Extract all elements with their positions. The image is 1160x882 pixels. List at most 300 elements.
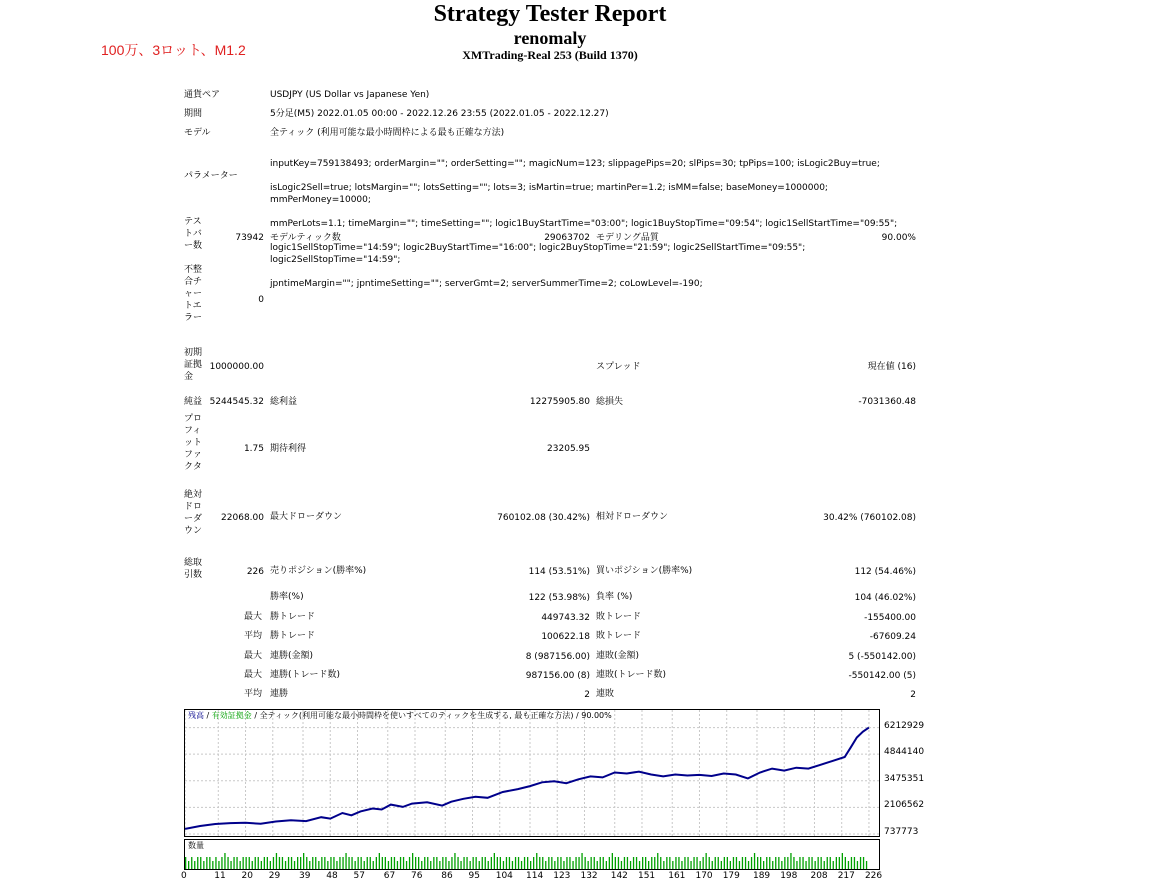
- x-tick-label: 132: [580, 871, 598, 881]
- server-info: XMTrading-Real 253 (Build 1370): [462, 48, 638, 62]
- volume-bar: [818, 857, 819, 869]
- volume-bar: [243, 857, 244, 869]
- model-value: 全ティック (利用可能な最小時間枠による最も正確な方法): [270, 128, 505, 138]
- volume-bar: [827, 857, 828, 869]
- volume-bar: [866, 861, 867, 869]
- volume-bar: [766, 857, 767, 869]
- params-label: パラメーター: [184, 171, 238, 181]
- deposit-value: 1000000.00: [209, 362, 264, 372]
- volume-bar: [754, 853, 755, 869]
- volume-bar: [639, 861, 640, 869]
- volume-bar: [333, 857, 334, 869]
- volume-bar: [454, 853, 455, 869]
- balance-chart-svg: [185, 710, 879, 836]
- volume-bar: [521, 861, 522, 869]
- params-line: logic1SellStopTime="14:59"; logic2BuyStartTime="16:00"; logic2BuyStopTime="21:59"; logic2SellStartTime="09:55"; logic2SellStopTime="14:59";: [270, 243, 806, 265]
- params-text: [270, 146, 910, 302]
- volume-bar: [775, 857, 776, 869]
- volume-bar: [236, 857, 237, 869]
- volume-bar: [594, 857, 595, 869]
- x-tick-label: 104: [495, 871, 513, 881]
- volume-bar: [606, 861, 607, 869]
- volume-bar: [672, 861, 673, 869]
- volume-bar: [721, 861, 722, 869]
- volume-bar: [424, 857, 425, 869]
- volume-bar: [246, 857, 247, 869]
- volume-bar: [693, 857, 694, 869]
- volume-bar: [288, 857, 289, 869]
- volume-bar: [406, 861, 407, 869]
- volume-bar: [539, 857, 540, 869]
- volume-bar: [851, 857, 852, 869]
- volume-bar: [624, 857, 625, 869]
- params-line: isLogic2Sell=true; lotsMargin=""; lotsSetting=""; lots=3; isMartin=true; martinPer=1.2; isMM=false; baseMoney=1000000; mmPerMoney=10000;: [270, 183, 828, 205]
- volume-bar: [224, 853, 225, 869]
- volume-bar: [448, 861, 449, 869]
- volume-bar: [715, 857, 716, 869]
- volume-bar: [836, 857, 837, 869]
- volume-bar: [569, 857, 570, 869]
- volume-bar: [470, 861, 471, 869]
- x-tick-label: 170: [695, 871, 713, 881]
- pf-value: 1.75: [243, 444, 264, 454]
- volume-bar: [597, 861, 598, 869]
- avg-consec-loss-value: 2: [910, 690, 916, 700]
- volume-bar: [188, 861, 189, 869]
- volume-bar: [351, 857, 352, 869]
- volume-bar: [790, 853, 791, 869]
- volume-bar: [215, 857, 216, 869]
- legend-separator: /: [251, 711, 260, 720]
- volume-bar: [230, 861, 231, 869]
- win-label: 勝率(%): [270, 592, 304, 602]
- y-tick-label: 4844140: [884, 747, 925, 758]
- volume-bar: [545, 861, 546, 869]
- volume-bar: [370, 857, 371, 869]
- volume-bar: [769, 857, 770, 869]
- avg-loss-value: -67609.24: [869, 632, 916, 642]
- avg-word: 平均: [244, 631, 263, 641]
- volume-bar: [500, 857, 501, 869]
- volume-bar: [445, 857, 446, 869]
- win-value: 122 (53.98%): [528, 593, 590, 603]
- avg-consec-wins-label: 連勝: [270, 689, 289, 699]
- volume-bar: [433, 857, 434, 869]
- volume-bar: [497, 857, 498, 869]
- volume-bar: [727, 857, 728, 869]
- volume-bar: [191, 857, 192, 869]
- volume-bar: [566, 857, 567, 869]
- volume-bar: [724, 857, 725, 869]
- volume-bar: [530, 861, 531, 869]
- volume-bar: [578, 857, 579, 869]
- volume-bar: [575, 857, 576, 869]
- volume-bar: [648, 861, 649, 869]
- volume-bar: [733, 857, 734, 869]
- largest-win-label: 勝トレード: [270, 612, 316, 622]
- x-tick-label: 11: [214, 871, 226, 881]
- volume-bar: [509, 857, 510, 869]
- volume-bar: [802, 857, 803, 869]
- volume-bar: [279, 857, 280, 869]
- volume-bar: [675, 857, 676, 869]
- expected-label: 期待利得: [270, 444, 307, 454]
- volume-bar: [491, 857, 492, 869]
- gross-profit-value: 12275905.80: [529, 397, 590, 407]
- largest-loss-value: -155400.00: [864, 613, 916, 623]
- volume-bar: [830, 857, 831, 869]
- volume-bar: [415, 857, 416, 869]
- volume-bar: [197, 857, 198, 869]
- volume-bar: [309, 861, 310, 869]
- volume-bar: [348, 857, 349, 869]
- account-name: renomaly: [513, 28, 587, 48]
- volume-bar: [854, 857, 855, 869]
- volume-bar: [554, 861, 555, 869]
- volume-bar: [751, 857, 752, 869]
- volume-bar: [361, 857, 362, 869]
- volume-bar: [560, 857, 561, 869]
- volume-bar: [621, 861, 622, 869]
- volume-bar: [264, 857, 265, 869]
- volume-bar: [745, 857, 746, 869]
- x-tick-label: 123: [553, 871, 571, 881]
- volume-bar: [273, 857, 274, 869]
- params-line: mmPerLots=1.1; timeMargin=""; timeSetting=""; logic1BuyStartTime="03:00"; logic1BuyStopTime="09:54"; logic1SellStartTime="09:55";: [270, 219, 898, 229]
- x-tick-label: 217: [837, 871, 855, 881]
- loss-value: 104 (46.02%): [854, 593, 916, 603]
- volume-bar: [267, 857, 268, 869]
- volume-bar: [373, 861, 374, 869]
- volume-bar: [194, 861, 195, 869]
- volume-bar: [342, 857, 343, 869]
- volume-bar: [669, 857, 670, 869]
- volume-bar: [506, 857, 507, 869]
- x-tick-label: 67: [383, 871, 396, 881]
- max-word: 最大: [244, 612, 263, 622]
- volume-chart: [184, 839, 880, 870]
- volume-bar: [394, 857, 395, 869]
- volume-bar: [327, 861, 328, 869]
- volume-bar: [388, 861, 389, 869]
- volume-bar: [630, 861, 631, 869]
- largest-loss-label: 敗トレード: [596, 612, 642, 622]
- volume-bar: [703, 857, 704, 869]
- volume-bar: [518, 857, 519, 869]
- volume-bar: [367, 857, 368, 869]
- volume-bar: [306, 857, 307, 869]
- volume-bar: [473, 857, 474, 869]
- volume-bar: [796, 861, 797, 869]
- volume-bar: [227, 857, 228, 869]
- x-tick-label: 161: [668, 871, 686, 881]
- volume-bar: [261, 861, 262, 869]
- x-tick-label: 39: [299, 871, 311, 881]
- avg-consec-loss-label: 連敗: [596, 689, 615, 699]
- volume-bar: [457, 857, 458, 869]
- volume-bar: [221, 857, 222, 869]
- volume-bar: [451, 857, 452, 869]
- short-value: 114 (53.51%): [528, 567, 590, 577]
- max-consec-loss-count-value: -550142.00 (5): [848, 671, 916, 681]
- volume-bar: [482, 857, 483, 869]
- volume-bar: [503, 861, 504, 869]
- volume-bar: [799, 857, 800, 869]
- abs-dd-label: 絶対ドローダウン: [184, 490, 203, 536]
- volume-bar: [209, 857, 210, 869]
- x-tick-label: 48: [326, 871, 338, 881]
- volume-bar: [463, 857, 464, 869]
- volume-bar: [270, 861, 271, 869]
- volume-bar: [379, 853, 380, 869]
- volume-bar: [730, 861, 731, 869]
- long-value: 112 (54.46%): [854, 567, 916, 577]
- volume-bar: [536, 853, 537, 869]
- volume-bar: [512, 861, 513, 869]
- volume-bar: [533, 857, 534, 869]
- volume-bar: [418, 857, 419, 869]
- volume-bar: [527, 857, 528, 869]
- y-tick-label: 2106562: [884, 800, 925, 811]
- volume-bar: [781, 861, 782, 869]
- volume-bar: [763, 861, 764, 869]
- volume-bar: [696, 857, 697, 869]
- gross-profit-label: 総利益: [270, 397, 298, 407]
- max-consec-loss-money-label: 連敗(金額): [596, 651, 640, 661]
- volume-bar: [709, 857, 710, 869]
- avg-win-value: 100622.18: [541, 632, 590, 642]
- volume-bar: [627, 857, 628, 869]
- params-line: inputKey=759138493; orderMargin=""; orderSetting=""; magicNum=123; slippagePips=20; slPips=30; tpPips=100; isLogic2Buy=true;: [270, 159, 880, 169]
- volume-bar: [206, 857, 207, 869]
- max-consec-wins-count-label: 連勝(トレード数): [270, 670, 341, 680]
- pf-label: プロフィットファクタ: [184, 414, 203, 472]
- volume-bar: [663, 861, 664, 869]
- quality-value: 90.00%: [881, 233, 916, 243]
- gross-loss-label: 総損失: [596, 397, 624, 407]
- volume-bar: [857, 861, 858, 869]
- max-consec-wins-money-value: 8 (987156.00): [525, 652, 590, 662]
- volume-bar: [391, 857, 392, 869]
- expected-value: 23205.95: [547, 444, 590, 454]
- volume-bar: [524, 857, 525, 869]
- volume-bar: [588, 861, 589, 869]
- volume-bar: [615, 857, 616, 869]
- avg-consec-wins-value: 2: [584, 690, 590, 700]
- volume-bar: [485, 857, 486, 869]
- volume-bar: [339, 857, 340, 869]
- volume-bar: [645, 857, 646, 869]
- volume-bar: [585, 857, 586, 869]
- volume-bar: [808, 857, 809, 869]
- volume-bar: [557, 857, 558, 869]
- volume-bar: [600, 857, 601, 869]
- net-value: 5244545.32: [209, 397, 264, 407]
- volume-bar: [303, 853, 304, 869]
- volume-bar: [466, 857, 467, 869]
- volume-bar: [793, 857, 794, 869]
- volume-bar: [364, 861, 365, 869]
- volume-chart-svg: [185, 840, 879, 869]
- volume-bar: [315, 857, 316, 869]
- volume-bar: [642, 857, 643, 869]
- volume-bar: [460, 861, 461, 869]
- legend-equity: 有効証拠金: [211, 711, 252, 720]
- volume-bar: [863, 857, 864, 869]
- volume-bar: [479, 861, 480, 869]
- volume-bar: [258, 857, 259, 869]
- volume-bar: [821, 857, 822, 869]
- long-label: 買いポジション(勝率%): [596, 566, 693, 576]
- legend-quality: / 90.00%: [573, 711, 612, 720]
- volume-bar: [581, 853, 582, 869]
- legend-balance: 残高: [188, 711, 204, 720]
- volume-bar: [760, 857, 761, 869]
- period-label: 期間: [184, 109, 203, 119]
- quality-label: モデリング品質: [596, 233, 659, 243]
- volume-bar: [805, 861, 806, 869]
- volume-bar: [654, 857, 655, 869]
- volume-bar: [203, 861, 204, 869]
- mismatch-label: 不整合チャートエラー: [184, 265, 203, 323]
- volume-bar: [376, 857, 377, 869]
- x-tick-label: 57: [353, 871, 365, 881]
- max-consec-wins-count-value: 987156.00 (8): [525, 671, 590, 681]
- bars-value: 73942: [235, 233, 264, 243]
- volume-bar: [848, 861, 849, 869]
- params-line: jpntimeMargin=""; jpntimeSetting=""; serverGmt=2; serverSummerTime=2; coLowLevel=-190;: [270, 279, 703, 289]
- volume-bar: [185, 857, 186, 869]
- volume-bar: [488, 861, 489, 869]
- volume-bar: [591, 857, 592, 869]
- volume-bar: [839, 857, 840, 869]
- net-label: 純益: [184, 397, 203, 407]
- volume-bar: [633, 857, 634, 869]
- volume-bar: [636, 857, 637, 869]
- volume-bar: [748, 861, 749, 869]
- y-tick-label: 3475351: [884, 773, 925, 784]
- x-tick-label: 114: [526, 871, 544, 881]
- volume-bar: [249, 857, 250, 869]
- x-tick-label: 208: [810, 871, 828, 881]
- x-tick-label: 179: [722, 871, 740, 881]
- volume-bar: [233, 857, 234, 869]
- volume-bar: [300, 857, 301, 869]
- x-tick-label: 226: [864, 871, 883, 881]
- volume-bar: [336, 861, 337, 869]
- volume-bar: [718, 857, 719, 869]
- pair-label: 通貨ペア: [184, 90, 221, 100]
- volume-bar: [282, 857, 283, 869]
- volume-bar: [706, 853, 707, 869]
- x-tick-label: 151: [637, 871, 656, 881]
- volume-bar: [321, 857, 322, 869]
- volume-bar: [787, 857, 788, 869]
- volume-bar: [421, 861, 422, 869]
- x-tick-label: 86: [441, 871, 453, 881]
- volume-label: 数量: [188, 841, 204, 850]
- volume-bar: [618, 857, 619, 869]
- volume-bar: [218, 861, 219, 869]
- volume-bar: [240, 861, 241, 869]
- volume-bar: [660, 857, 661, 869]
- volume-bar: [312, 857, 313, 869]
- rel-dd-value: 30.42% (760102.08): [823, 513, 916, 523]
- x-tick-label: 29: [268, 871, 281, 881]
- volume-bar: [439, 861, 440, 869]
- volume-bar: [572, 861, 573, 869]
- x-tick-label: 142: [610, 871, 628, 881]
- volume-bar: [427, 857, 428, 869]
- volume-bar: [409, 857, 410, 869]
- volume-bar: [684, 857, 685, 869]
- model-label: モデル: [184, 128, 211, 138]
- max-consec-wins-money-label: 連勝(金額): [270, 651, 314, 661]
- bars-label: テストバー数: [184, 217, 203, 251]
- volume-bar: [542, 857, 543, 869]
- volume-bar: [355, 861, 356, 869]
- volume-bar: [657, 853, 658, 869]
- volume-bar: [772, 861, 773, 869]
- volume-bar: [294, 861, 295, 869]
- volume-bar: [778, 857, 779, 869]
- x-tick-label: 95: [468, 871, 480, 881]
- volume-bar: [681, 861, 682, 869]
- volume-bar: [833, 861, 834, 869]
- volume-bar: [712, 861, 713, 869]
- max-word: 最大: [244, 651, 263, 661]
- volume-bar: [476, 857, 477, 869]
- avg-win-label: 勝トレード: [270, 631, 316, 641]
- max-consec-loss-money-value: 5 (-550142.00): [848, 652, 916, 662]
- total-label: 総取引数: [184, 558, 203, 580]
- y-tick-label: 6212929: [884, 720, 925, 731]
- total-value: 226: [246, 567, 264, 577]
- volume-bar: [551, 857, 552, 869]
- max-dd-label: 最大ドローダウン: [270, 512, 343, 522]
- report-title: Strategy Tester Report: [433, 1, 667, 27]
- volume-bar: [690, 861, 691, 869]
- short-label: 売りポジション(勝率%): [270, 566, 367, 576]
- max-word: 最大: [244, 670, 263, 680]
- volume-bar: [412, 853, 413, 869]
- volume-bar: [382, 857, 383, 869]
- volume-bar: [324, 857, 325, 869]
- volume-bar: [815, 861, 816, 869]
- volume-bar: [678, 857, 679, 869]
- avg-loss-label: 敗トレード: [596, 631, 642, 641]
- volume-bar: [687, 857, 688, 869]
- x-tick-label: 0: [181, 871, 187, 881]
- balance-line: [185, 728, 869, 829]
- rel-dd-label: 相対ドローダウン: [596, 512, 669, 522]
- volume-bar: [345, 853, 346, 869]
- volume-bar: [609, 857, 610, 869]
- ticks-value: 29063702: [544, 233, 590, 243]
- y-tick-label: 737773: [884, 827, 919, 837]
- period-value: 5分足(M5) 2022.01.05 00:00 - 2022.12.26 23:55 (2022.01.05 - 2022.12.27): [270, 109, 609, 119]
- volume-bar: [297, 857, 298, 869]
- volume-bar: [385, 857, 386, 869]
- x-tick-label: 20: [241, 871, 253, 881]
- annotation-note: 100万、3ロット、M1.2: [101, 42, 246, 58]
- volume-bar: [436, 857, 437, 869]
- volume-bar: [563, 861, 564, 869]
- volume-bar: [742, 857, 743, 869]
- volume-bar: [739, 861, 740, 869]
- volume-bar: [860, 857, 861, 869]
- volume-bar: [212, 861, 213, 869]
